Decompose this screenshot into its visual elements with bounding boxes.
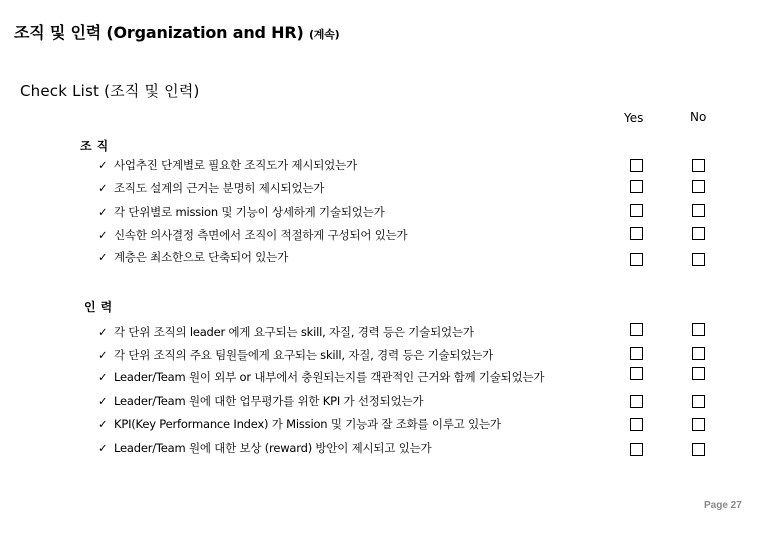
checkmark-icon: ✓	[98, 325, 108, 339]
section-heading-personnel: 인력	[84, 300, 118, 314]
checklist-item	[98, 249, 288, 265]
checkmark-icon: ✓	[98, 394, 108, 408]
checklist-item-text: 각 단위 조직의 leader 에게 요구되는 skill, 자질, 경력 등은 기술되었는가	[114, 325, 474, 339]
checkmark-icon: ✓	[98, 250, 108, 264]
checklist-item-text: 사업추진 단계별로 필요한 조직도가 제시되었는가	[114, 158, 357, 172]
checklist-item	[98, 369, 544, 385]
no-checkbox[interactable]	[692, 159, 705, 172]
yes-checkbox[interactable]	[630, 323, 643, 336]
checklist-item	[98, 393, 423, 409]
checklist-item-text: 계층은 최소한으로 단축되어 있는가	[114, 250, 288, 264]
checklist-item-text: Leader/Team 원에 대한 보상 (reward) 방안이 제시되고 있는가	[114, 441, 432, 455]
checkmark-icon: ✓	[98, 441, 108, 455]
yes-checkbox[interactable]	[630, 367, 643, 380]
column-header-no: No	[690, 110, 707, 124]
no-checkbox[interactable]	[692, 443, 705, 456]
yes-checkbox[interactable]	[630, 347, 643, 360]
yes-checkbox[interactable]	[630, 443, 643, 456]
checklist-item	[98, 416, 501, 432]
checklist-item	[98, 180, 324, 196]
checklist-item-text: 신속한 의사결정 측면에서 조직이 적절하게 구성되어 있는가	[114, 228, 408, 242]
no-checkbox[interactable]	[692, 367, 705, 380]
page-title-text: 조직 및 인력 (Organization and HR)	[14, 23, 304, 42]
no-checkbox[interactable]	[692, 323, 705, 336]
checkmark-icon: ✓	[98, 205, 108, 219]
yes-checkbox[interactable]	[630, 204, 643, 217]
checkmark-icon: ✓	[98, 158, 108, 172]
checkmark-icon: ✓	[98, 370, 108, 384]
yes-checkbox[interactable]	[630, 395, 643, 408]
no-checkbox[interactable]	[692, 180, 705, 193]
page-number: Page 27	[704, 500, 742, 511]
checkmark-icon: ✓	[98, 181, 108, 195]
checklist-item-text: KPI(Key Performance Index) 가 Mission 및 기능과 잘 조화를 이루고 있는가	[114, 417, 501, 431]
no-checkbox[interactable]	[692, 204, 705, 217]
yes-checkbox[interactable]	[630, 159, 643, 172]
checklist-item	[98, 204, 385, 220]
yes-checkbox[interactable]	[630, 418, 643, 431]
checklist-item-text: 각 단위별로 mission 및 기능이 상세하게 기술되었는가	[114, 205, 385, 219]
checklist-item	[98, 157, 357, 173]
checklist-item-text: Leader/Team 원이 외부 or 내부에서 충원되는지를 객관적인 근거와 함께 기술되었는가	[114, 370, 545, 384]
checklist-item-text: 조직도 설계의 근거는 분명히 제시되었는가	[114, 181, 325, 195]
page-title	[14, 20, 339, 43]
no-checkbox[interactable]	[692, 418, 705, 431]
yes-checkbox[interactable]	[630, 180, 643, 193]
yes-checkbox[interactable]	[630, 253, 643, 266]
column-header-yes: Yes	[624, 111, 644, 125]
no-checkbox[interactable]	[692, 227, 705, 240]
yes-checkbox[interactable]	[630, 227, 643, 240]
page-title-suffix: (계속)	[308, 28, 340, 41]
checkmark-icon: ✓	[98, 348, 108, 362]
checkmark-icon: ✓	[98, 228, 108, 242]
checkmark-icon: ✓	[98, 417, 108, 431]
checklist-item	[98, 324, 474, 340]
checklist-item-text: 각 단위 조직의 주요 팀원들에게 요구되는 skill, 자질, 경력 등은 기술되었는가	[114, 348, 494, 362]
section-heading-organization: 조직	[80, 139, 114, 153]
checklist-title: Check List (조직 및 인력)	[20, 82, 200, 100]
no-checkbox[interactable]	[692, 347, 705, 360]
checklist-item-text: Leader/Team 원에 대한 업무평가를 위한 KPI 가 선정되었는가	[114, 394, 424, 408]
no-checkbox[interactable]	[692, 253, 705, 266]
checklist-item	[98, 347, 493, 363]
checklist-item	[98, 227, 407, 243]
checklist-item	[98, 440, 431, 456]
no-checkbox[interactable]	[692, 395, 705, 408]
